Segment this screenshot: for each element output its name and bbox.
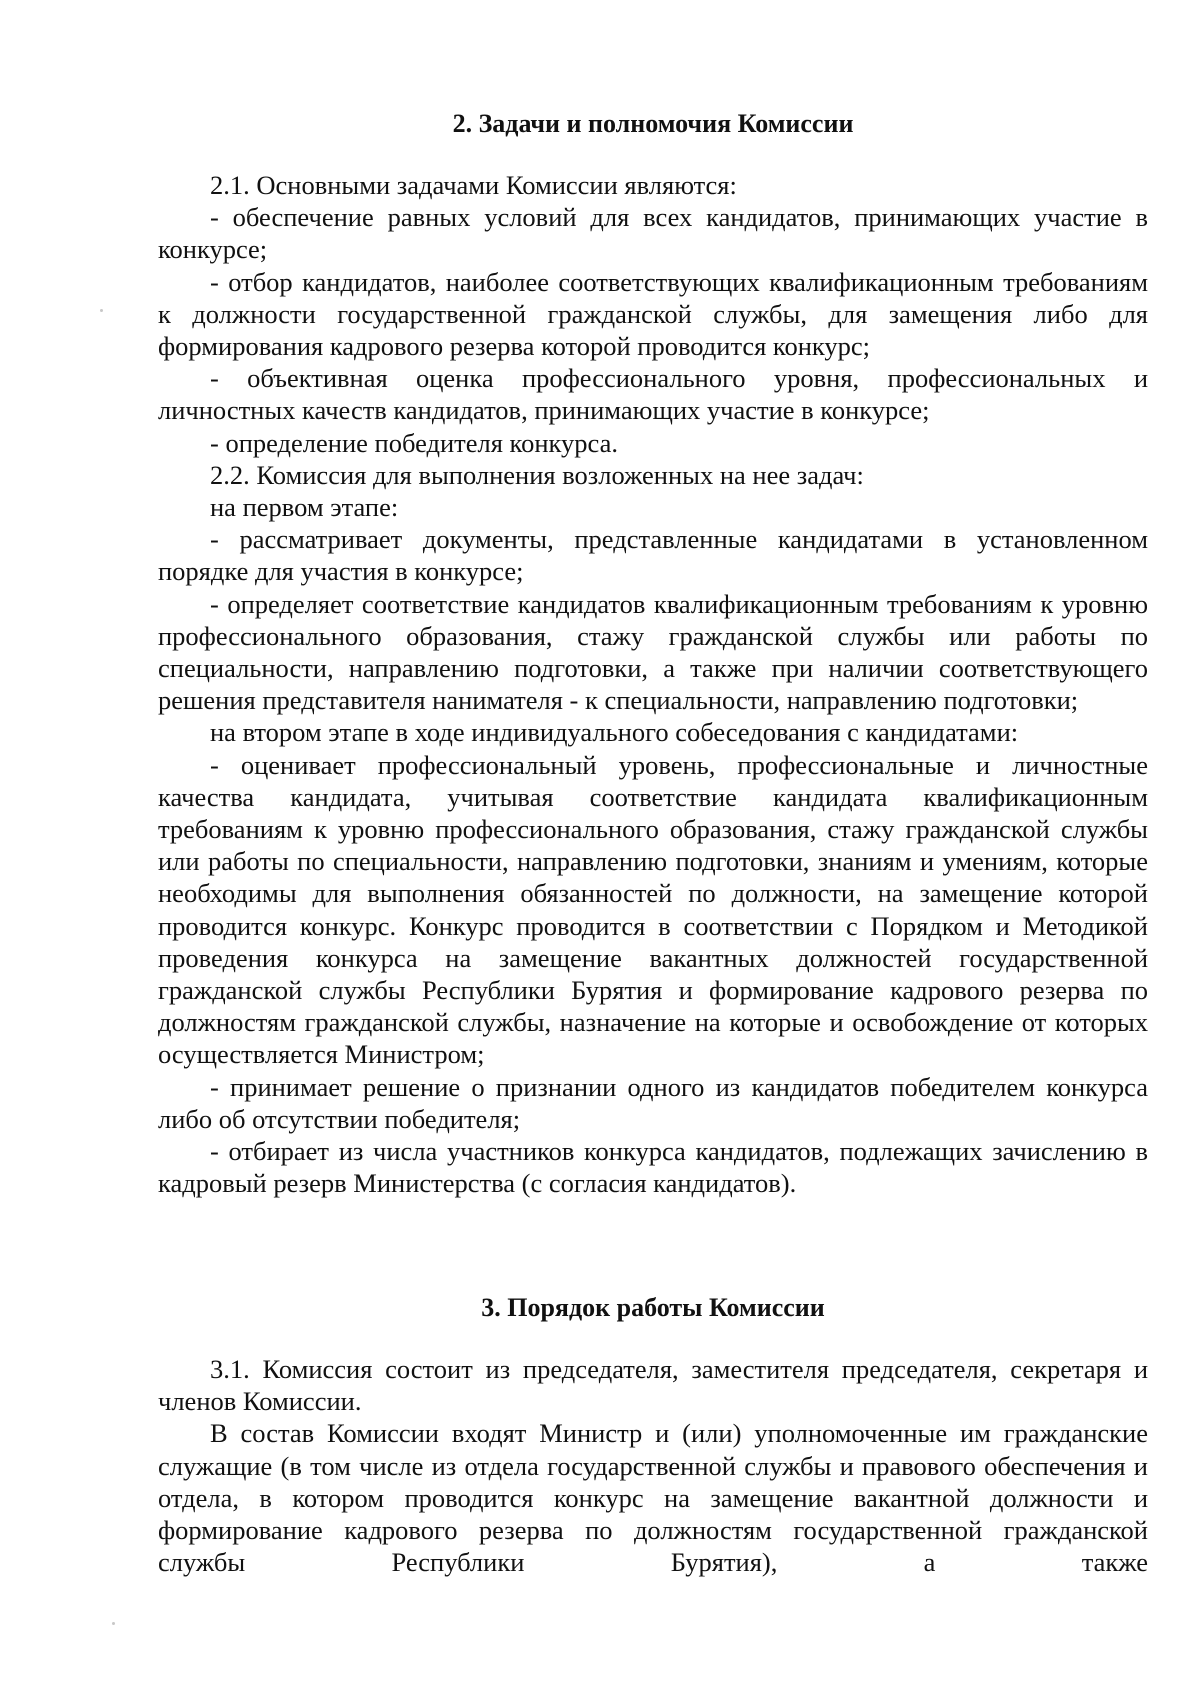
- section-2-body: [158, 169, 1148, 1200]
- paragraph: - объективная оценка профессионального уровня, профессиональных и личностных качеств кандидатов, принимающих участие в конкурсе;: [158, 363, 1148, 426]
- paragraph: 2.2. Комиссия для выполнения возложенных на нее задач:: [210, 459, 864, 490]
- paragraph: В состав Комиссии входят Министр и (или) уполномоченные им гражданские служащие (в том числе из отдела государственной службы и правового обеспечения и отдела, в котором проводится конкурс на замещение вакантной должности и формирование кадрового резерва по должностям государственной гражданской службы Республики Бурятия), а также: [158, 1418, 1148, 1578]
- scan-speck: [112, 1622, 115, 1625]
- paragraph: - отбор кандидатов, наиболее соответствующих квалификационным требованиям к должности государственной гражданской службы, для замещения либо для формирования кадрового резерва которой проводится конкурс;: [158, 266, 1148, 362]
- scan-speck: [100, 309, 103, 312]
- paragraph: - определение победителя конкурса.: [210, 427, 618, 458]
- paragraph: 3.1. Комиссия состоит из председателя, заместителя председателя, секретаря и членов Комиссии.: [158, 1354, 1148, 1417]
- paragraph: - определяет соответствие кандидатов квалификационным требованиям к уровню профессионального образования, стажу гражданской службы или работы по специальности, направлению подготовки, а также при наличии соответствующего решения представителя нанимателя - к специальности, направлению подготовки;: [158, 588, 1148, 716]
- paragraph: на первом этапе:: [210, 492, 399, 523]
- paragraph: на втором этапе в ходе индивидуального собеседования с кандидатами:: [210, 717, 1019, 748]
- paragraph: - оценивает профессиональный уровень, профессиональные и личностные качества кандидата, учитывая соответствие кандидата квалификационным требованиям к уровню профессионального образования, стажу гражданской службы или работы по специальности, направлению подготовки, знаниям и умениям, которые необходимы для выполнения обязанностей по должности, на замещение которой проводится конкурс. Конкурс проводится в соответствии с Порядком и Методикой проведения конкурса на замещение вакантных должностей государственной гражданской службы Республики Бурятия и формирование кадрового резерва по должностям гражданской службы, назначение на которые и освобождение от которых осуществляется Министром;: [158, 749, 1148, 1070]
- paragraph: 2.1. Основными задачами Комиссии являются:: [210, 170, 737, 200]
- paragraph: - отбирает из числа участников конкурса кандидатов, подлежащих зачислению в кадровый резерв Министерства (с согласия кандидатов).: [158, 1136, 1148, 1199]
- section-3-heading: 3. Порядок работы Комиссии: [481, 1293, 825, 1322]
- paragraph: - рассматривает документы, представленные кандидатами в установленном порядке для участия в конкурсе;: [158, 524, 1148, 587]
- section-3-body: [158, 1353, 1148, 1578]
- section-2-heading: 2. Задачи и полномочия Комиссии: [452, 109, 854, 138]
- paragraph: - принимает решение о признании одного из кандидатов победителем конкурса либо об отсутствии победителя;: [158, 1071, 1148, 1134]
- paragraph: - обеспечение равных условий для всех кандидатов, принимающих участие в конкурсе;: [158, 202, 1148, 265]
